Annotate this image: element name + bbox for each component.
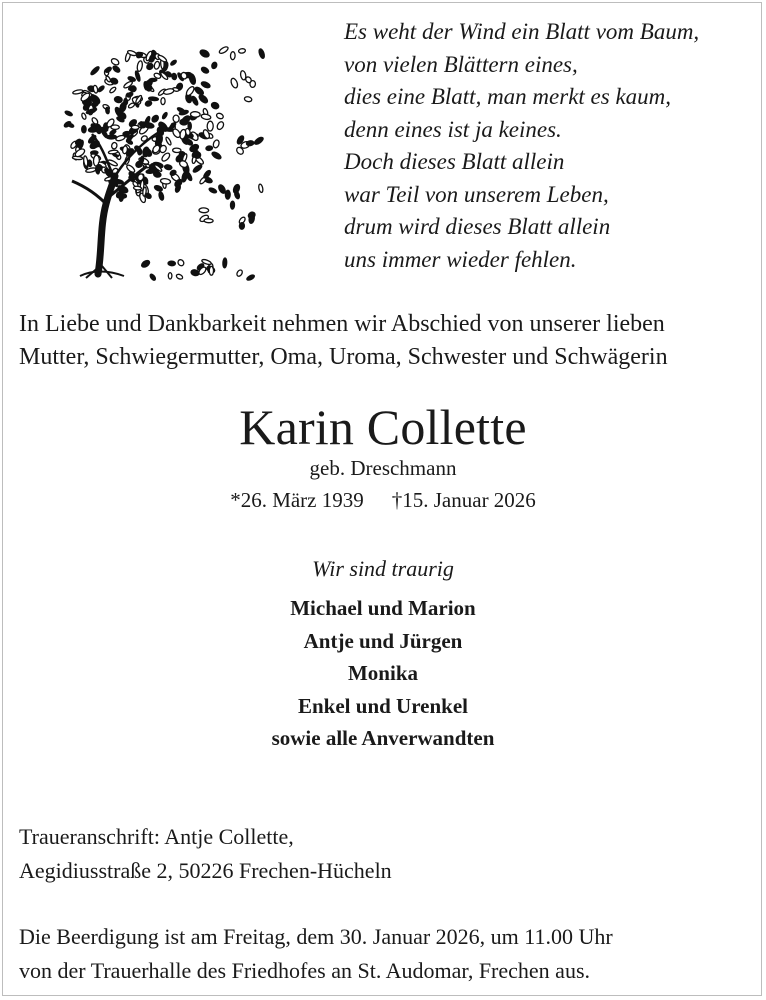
tree-with-falling-leaves-icon [52, 26, 272, 284]
deceased-name: Karin Collette [239, 399, 527, 455]
address-line-2: Aegidiusstraße 2, 50226 Frechen-Hücheln [19, 858, 392, 883]
poem-line: dies eine Blatt, man merkt es kaum, [344, 84, 672, 109]
address-line-1: Traueranschrift: Antje Collette, [19, 824, 294, 849]
poem [344, 16, 754, 276]
death-date: †15. Januar 2026 [391, 488, 536, 512]
mourner-name: Michael und Marion [290, 596, 476, 620]
mourning-address [19, 820, 749, 888]
mourner-name: Antje und Jürgen [303, 628, 463, 653]
funeral-line-2: von der Trauerhalle des Friedhofes an St. Audomar, Frechen aus. [19, 958, 591, 983]
funeral-line-1: Die Beerdigung ist am Freitag, dem 30. Januar 2026, um 11.00 Uhr [19, 924, 613, 949]
poem-line: Doch dieses Blatt allein [344, 149, 565, 174]
mourner-name: Monika [347, 661, 418, 685]
poem-line: war Teil von unserem Leben, [344, 181, 609, 207]
poem-line: uns immer wieder fehlen. [344, 246, 577, 272]
intro-line-2: Mutter, Schwiegermutter, Oma, Uroma, Schwester und Schwägerin [19, 344, 668, 370]
life-dates [0, 486, 766, 514]
poem-line: von vielen Blättern eines, [344, 51, 578, 77]
funeral-info [19, 920, 754, 988]
maiden-name: geb. Dreschmann [309, 456, 457, 480]
mourner-name: sowie alle Anverwandten [271, 726, 495, 750]
poem-line: denn eines ist ja keines. [344, 116, 562, 142]
mourning-heading: Wir sind traurig [312, 556, 454, 581]
poem-line: drum wird dieses Blatt allein [344, 214, 611, 239]
birth-date: *26. März 1939 [230, 488, 364, 512]
poem-line: Es weht der Wind ein Blatt vom Baum, [344, 19, 700, 44]
intro-line-1: In Liebe und Dankbarkeit nehmen wir Abschied von unserer lieben [19, 311, 665, 337]
mourners-list [0, 592, 766, 755]
intro-text [19, 308, 749, 374]
mourner-name: Enkel und Urenkel [298, 693, 468, 718]
